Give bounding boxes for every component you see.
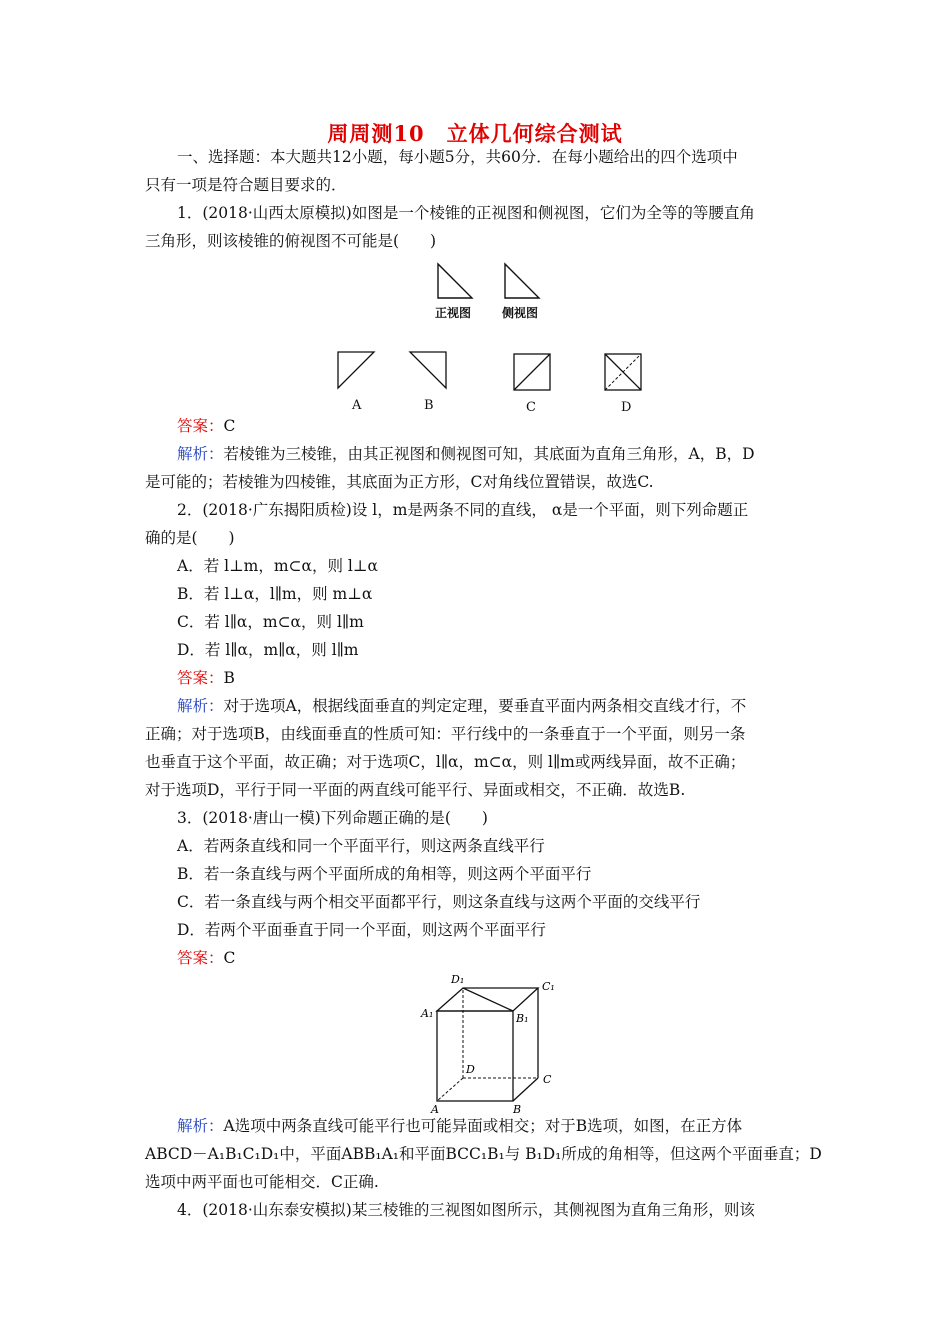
q3-option-c: C．若一条直线与两个相交平面都平行，则这条直线与这两个平面的交线平行 — [177, 893, 701, 911]
option-a-figure — [336, 350, 378, 392]
q1-answer — [177, 416, 235, 436]
option-c-figure — [512, 352, 554, 394]
analysis-text: A选项中两条直线可能平行也可能异面或相交；对于B选项，如图，在正方体 — [223, 1117, 743, 1135]
q1-analysis-line-1 — [177, 444, 755, 464]
q2-analysis-line-4: 对于选项D，平行于同一平面的两直线可能平行、异面或相交，不正确．故选B. — [145, 781, 686, 799]
q2-option-a: A．若 l⊥m，m⊂α，则 l⊥α — [177, 557, 378, 575]
answer-value: C — [223, 417, 236, 435]
analysis-label: 解析： — [177, 1117, 224, 1135]
side-view-label: 侧视图 — [502, 306, 539, 320]
q3-analysis-line-2: ABCD－A₁B₁C₁D₁中，平面ABB₁A₁和平面BCC₁B₁与 B₁D₁所成的角相等，但这两个平面垂直；D — [145, 1145, 822, 1163]
q2-option-b: B．若 l⊥α，l∥m，则 m⊥α — [177, 585, 373, 603]
option-b-label: B — [424, 398, 434, 413]
cube-label-c: C — [543, 1073, 552, 1086]
analysis-label: 解析： — [177, 697, 224, 715]
page-title: 周周测10 立体几何综合测试 — [327, 121, 623, 146]
q3-answer — [177, 948, 235, 968]
option-b-figure — [408, 350, 450, 392]
front-view-label: 正视图 — [435, 306, 472, 320]
q2-analysis-line-3: 也垂直于这个平面，故正确；对于选项C，l∥α，m⊂α，则 l∥m或两线异面，故不正确； — [145, 753, 746, 771]
section-intro-line-2: 只有一项是符合题目要求的． — [145, 176, 347, 194]
cube-label-d1: D₁ — [451, 973, 465, 986]
cube-label-c1: C₁ — [542, 980, 555, 993]
q4-stem: 4．(2018·山东泰安模拟)某三棱锥的三视图如图所示，其侧视图为直角三角形，则该 — [177, 1201, 755, 1219]
cube-label-b: B — [513, 1103, 522, 1116]
section-intro-line-1: 一、选择题：本大题共12小题，每小题5分，共60分．在每小题给出的四个选项中 — [177, 148, 738, 166]
cube-label-a: A — [431, 1103, 439, 1116]
q3-option-d: D．若两个平面垂直于同一个平面，则这两个平面平行 — [177, 921, 546, 939]
q2-option-c: C．若 l∥α，m⊂α，则 l∥m — [177, 613, 364, 631]
cube-label-b1: B₁ — [516, 1012, 529, 1025]
answer-label: 答案： — [177, 949, 224, 967]
q2-analysis-line-1 — [177, 696, 746, 716]
option-d-label: D — [621, 400, 632, 415]
side-view-figure — [503, 262, 543, 302]
analysis-label: 解析： — [177, 445, 224, 463]
analysis-text: 若棱锥为三棱锥，由其正视图和侧视图可知，其底面为直角三角形，A，B，D — [223, 445, 755, 463]
analysis-text: 对于选项A，根据线面垂直的判定定理，要垂直平面内两条相交直线才行，不 — [223, 697, 747, 715]
q2-stem-line-1: 2．(2018·广东揭阳质检)设 l，m是两条不同的直线， α是一个平面，则下列命题正 — [177, 501, 749, 519]
q3-analysis-line-1 — [177, 1116, 742, 1136]
cube-label-a1: A₁ — [421, 1007, 434, 1020]
option-d-figure — [603, 352, 645, 394]
option-c-label: C — [526, 400, 536, 415]
q3-stem: 3．(2018·唐山一模)下列命题正确的是( ) — [177, 809, 488, 827]
answer-value: C — [223, 949, 236, 967]
answer-label: 答案： — [177, 417, 224, 435]
answer-value: B — [223, 669, 235, 687]
q3-option-a: A．若两条直线和同一个平面平行，则这两条直线平行 — [177, 837, 545, 855]
cube-label-d: D — [466, 1063, 475, 1076]
q1-stem-line-2: 三角形，则该棱锥的俯视图不可能是( ) — [145, 232, 437, 250]
q2-analysis-line-2: 正确；对于选项B，由线面垂直的性质可知：平行线中的一条垂直于一个平面，则另一条 — [145, 725, 746, 743]
q2-stem-line-2: 确的是( ) — [145, 529, 235, 547]
q1-stem-line-1: 1．(2018·山西太原模拟)如图是一个棱锥的正视图和侧视图，它们为全等的等腰直角 — [177, 204, 755, 222]
q2-answer — [177, 668, 235, 688]
option-a-label: A — [352, 398, 362, 413]
cube-figure — [415, 968, 565, 1118]
answer-label: 答案： — [177, 669, 224, 687]
q3-option-b: B．若一条直线与两个平面所成的角相等，则这两个平面平行 — [177, 865, 592, 883]
front-view-figure — [436, 262, 476, 302]
q1-analysis-line-2: 是可能的；若棱锥为四棱锥，其底面为正方形，C对角线位置错误，故选C. — [145, 473, 654, 491]
q3-analysis-line-3: 选项中两平面也可能相交．C正确. — [145, 1173, 379, 1191]
q2-option-d: D．若 l∥α，m∥α，则 l∥m — [177, 641, 359, 659]
